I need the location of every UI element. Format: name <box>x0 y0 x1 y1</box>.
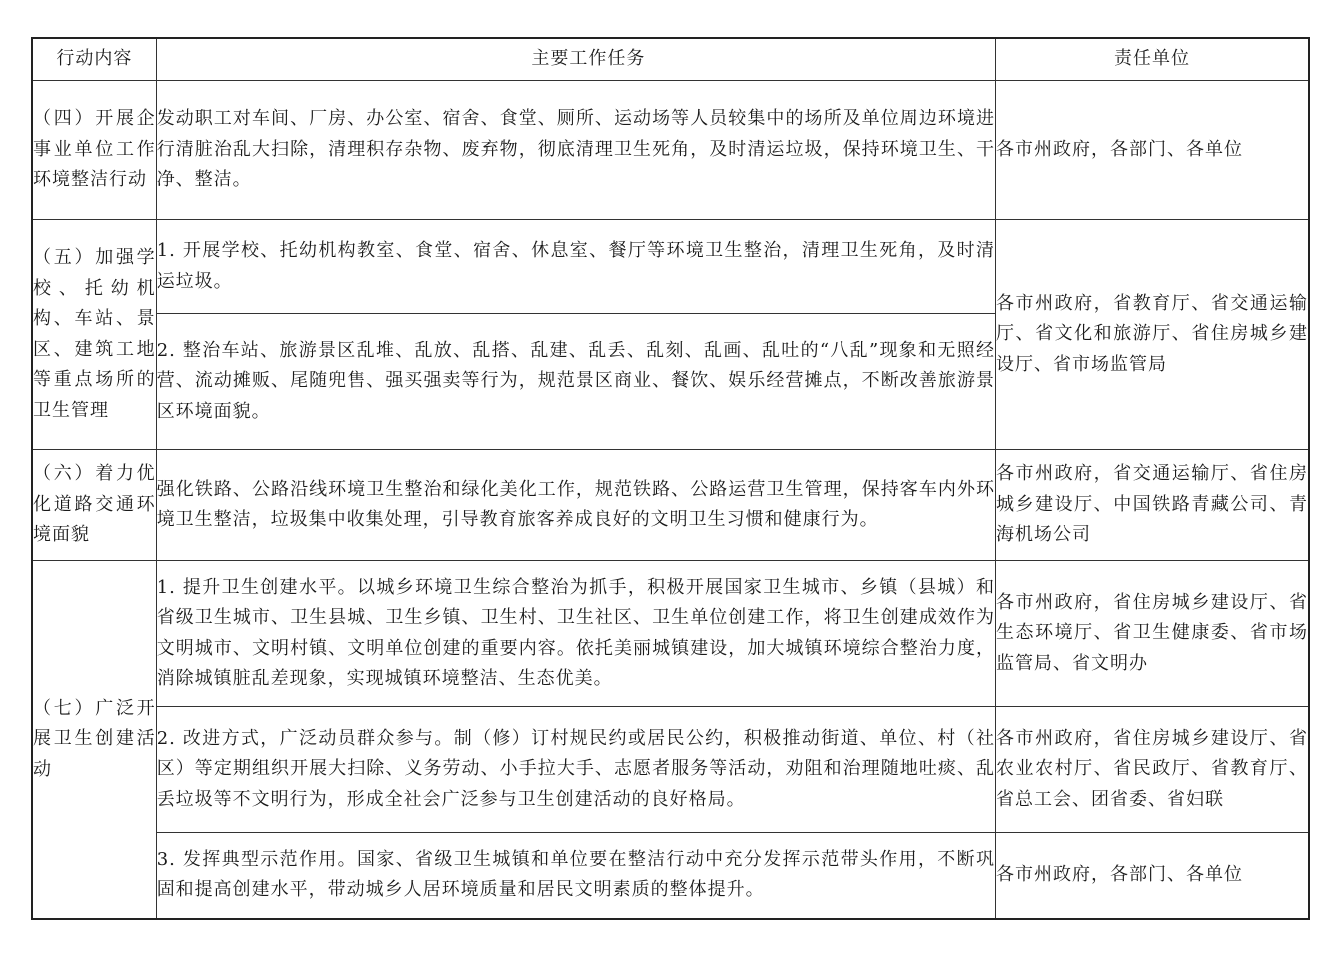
header-action: 行动内容 <box>32 38 156 81</box>
table-row <box>32 81 1309 220</box>
table-header-row <box>32 38 1309 81</box>
unit-cell: 各市州政府，各部门、各单位 <box>996 833 1310 919</box>
unit-cell: 各市州政府，省交通运输厅、省住房城乡建设厅、中国铁路青藏公司、青海机场公司 <box>996 450 1310 561</box>
tasks-table <box>31 37 1310 920</box>
table-row <box>32 561 1309 707</box>
table-row <box>32 450 1309 561</box>
task-cell: 3. 发挥典型示范作用。国家、省级卫生城镇和单位要在整洁行动中充分发挥示范带头作用，不断巩固和提高创建水平，带动城乡人居环境质量和居民文明素质的整体提升。 <box>156 833 995 919</box>
task-cell: 1. 提升卫生创建水平。以城乡环境卫生综合整治为抓手，积极开展国家卫生城市、乡镇（县城）和省级卫生城市、卫生县城、卫生乡镇、卫生村、卫生社区、卫生单位创建工作，将卫生创建成效作为文明城市、文明村镇、文明单位创建的重要内容。依托美丽城镇建设，加大城镇环境综合整治力度，消除城镇脏乱差现象，实现城镇环境整洁、生态优美。 <box>156 561 995 707</box>
table-row <box>32 220 1309 314</box>
unit-cell: 各市州政府，省教育厅、省交通运输厅、省文化和旅游厅、省住房城乡建设厅、省市场监管局 <box>996 220 1310 450</box>
header-unit: 责任单位 <box>996 38 1310 81</box>
task-cell: 1. 开展学校、托幼机构教室、食堂、宿舍、休息室、餐厅等环境卫生整治，清理卫生死角，及时清运垃圾。 <box>156 220 995 314</box>
unit-cell: 各市州政府，省住房城乡建设厅、省生态环境厅、省卫生健康委、省市场监管局、省文明办 <box>996 561 1310 707</box>
table-row <box>32 707 1309 833</box>
task-cell: 2. 改进方式，广泛动员群众参与。制（修）订村规民约或居民公约，积极推动街道、单位、村（社区）等定期组织开展大扫除、义务劳动、小手拉大手、志愿者服务等活动，劝阻和治理随地吐痰、乱丢垃圾等不文明行为，形成全社会广泛参与卫生创建活动的良好格局。 <box>156 707 995 833</box>
task-cell: 强化铁路、公路沿线环境卫生整治和绿化美化工作，规范铁路、公路运营卫生管理，保持客车内外环境卫生整洁，垃圾集中收集处理，引导教育旅客养成良好的文明卫生习惯和健康行为。 <box>156 450 995 561</box>
action-cell: （七）广泛开展卫生创建活动 <box>32 561 156 919</box>
header-task: 主要工作任务 <box>156 38 995 81</box>
unit-cell: 各市州政府，各部门、各单位 <box>996 81 1310 220</box>
task-cell: 2. 整治车站、旅游景区乱堆、乱放、乱搭、乱建、乱丢、乱刻、乱画、乱吐的“八乱”现象和无照经营、流动摊贩、尾随兜售、强买强卖等行为，规范景区商业、餐饮、娱乐经营摊点，不断改善旅游景区环境面貌。 <box>156 314 995 450</box>
action-cell: （六）着力优化道路交通环境面貌 <box>32 450 156 561</box>
unit-cell: 各市州政府，省住房城乡建设厅、省农业农村厅、省民政厅、省教育厅、省总工会、团省委、省妇联 <box>996 707 1310 833</box>
action-cell: （五）加强学校、托幼机构、车站、景区、建筑工地等重点场所的卫生管理 <box>32 220 156 450</box>
table-row <box>32 833 1309 919</box>
task-cell: 发动职工对车间、厂房、办公室、宿舍、食堂、厕所、运动场等人员较集中的场所及单位周边环境进行清脏治乱大扫除，清理积存杂物、废弃物，彻底清理卫生死角，及时清运垃圾，保持环境卫生、干净、整洁。 <box>156 81 995 220</box>
action-cell: （四）开展企事业单位工作环境整洁行动 <box>32 81 156 220</box>
